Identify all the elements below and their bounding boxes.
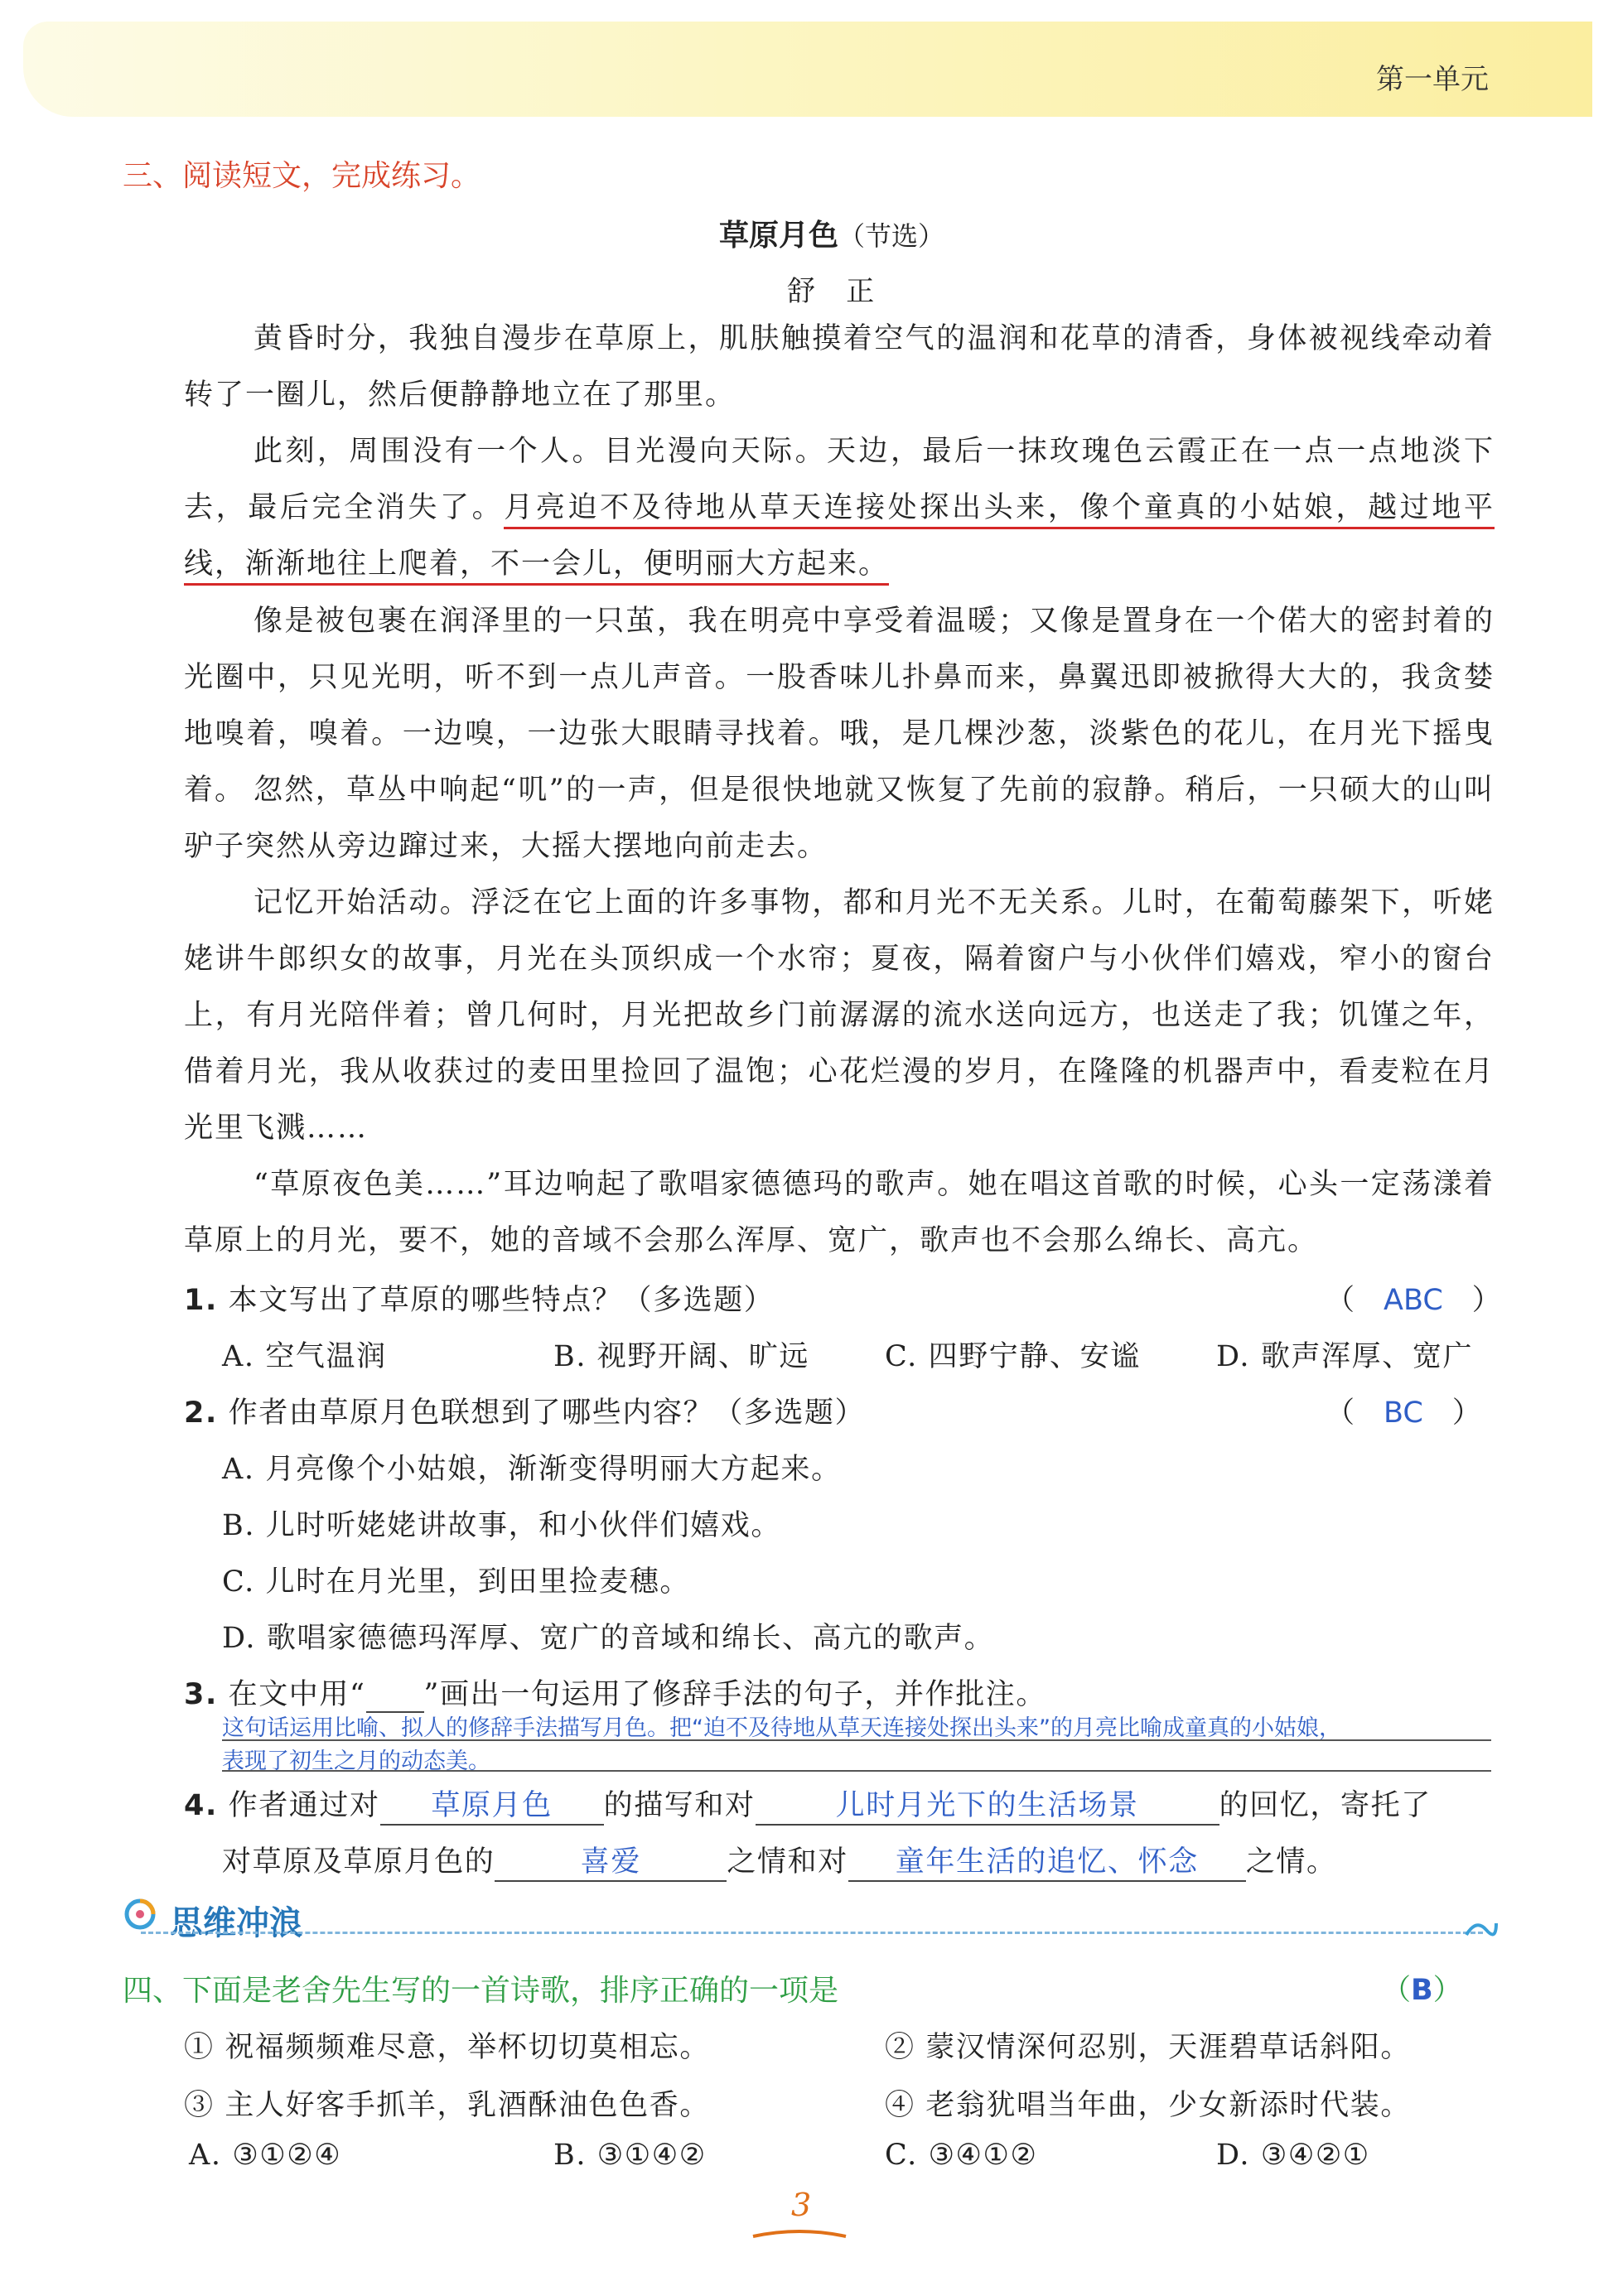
q2-text: 作者由草原月色联想到了哪些内容？（多选题） [228,1396,866,1430]
q4-text-4: 对草原及草原月色的 [222,1845,495,1879]
q2-number: 2. [184,1396,218,1430]
q3-text-b: ”画出一句运用了修辞手法的句子，并作批注。 [423,1678,1046,1711]
q2-option-d: D. 歌唱家德德玛浑厚、宽广的音域和绵长、高亢的歌声。 [222,1622,995,1655]
q1-option-d: D. 歌声浑厚、宽广 [1216,1340,1474,1373]
paragraph-3: 像是被包裹在润泽里的一只茧，我在明亮中享受着温暖；又像是置身在一个偌大的密封着的光圈中，只见光明，听不到一点儿声音。一股香味儿扑鼻而来，鼻翼迅即被掀得大大的，我贪婪地嗅着，嗅着。一边嗅，一边张大眼睛寻找着。哦，是几棵沙葱，淡紫色的花儿，在月光下摇曳着。 [184,605,1495,807]
section4-option-d: D. ③④②① [1216,2139,1370,2172]
q1-number: 1. [184,1284,218,1317]
section4-answer: B [1411,1974,1433,2007]
section4-option-a: A. ③①②④ [189,2139,342,2172]
q4-text-1: 作者通过对 [228,1789,380,1822]
q3-answer-line-2: 表现了初生之月的动态美。 [222,1749,490,1774]
q4-line-1 [184,1782,1432,1826]
q3-rule-2 [222,1770,1491,1772]
q4-blank-1: 草原月色 [380,1782,604,1826]
wave-icon [1465,1915,1498,1940]
q2-answer-box: （ BC ） [1326,1396,1481,1430]
paragraph-5: 记忆开始活动。浮泛在它上面的许多事物，都和月光不无关系。儿时，在葡萄藤架下，听姥姥讲牛郎织女的故事，月光在头顶织成一个水帘；夏夜，隔着窗户与小伙伴们嬉戏，窄小的窗台上，有月光陪伴着；曾几何时，月光把故乡门前潺潺的流水送向远方，也送走了我；饥馑之年，借着月光，我从收获过的麦田里捡回了温饱；心花烂漫的岁月，在隆隆的机器声中，看麦粒在月光里飞溅…… [184,886,1495,1145]
q3-underline-sample [366,1678,424,1713]
poem-line-4: ④ 老翁犹唱当年曲，少女新添时代装。 [885,2089,1411,2122]
q4-text-5: 之情和对 [727,1845,848,1879]
q2-option-b: B. 儿时听姥姥讲故事，和小伙伴们嬉戏。 [222,1509,781,1542]
unit-label: 第一单元 [1376,63,1489,96]
q1-answer-box: （ ABC ） [1326,1284,1501,1317]
section4-answer-box: （B） [1382,1974,1462,2007]
thinking-title: 思维冲浪 [170,1904,302,1942]
header-band [23,22,1592,117]
q2-option-a: A. 月亮像个小姑娘，渐渐变得明丽大方起来。 [222,1453,842,1486]
swirl-icon [123,1897,157,1932]
q1-option-c: C. 四野宁静、安谧 [885,1340,1141,1373]
q1-text: 本文写出了草原的哪些特点？（多选题） [228,1284,775,1317]
q1-option-b: B. 视野开阔、旷远 [553,1340,809,1373]
section4-option-c: C. ③④①② [885,2139,1038,2172]
section3-title: 三、阅读短文，完成练习。 [123,159,481,193]
q2-stem [184,1390,865,1431]
q3-answer-line-1: 这句话运用比喻、拟人的修辞手法描写月色。把“迫不及待地从草天连接处探出头来”的月亮比喻成童真的小姑娘， [222,1715,1341,1741]
paragraph-1: 黄昏时分，我独自漫步在草原上，肌肤触摸着空气的温润和花草的清香，身体被视线牵动着转了一圈儿，然后便静静地立在了那里。 [184,322,1495,412]
q4-blank-3: 喜爱 [495,1839,727,1882]
q1-answer: ABC [1384,1284,1443,1317]
q3-rule-1 [222,1739,1491,1741]
section4-option-b: B. ③①④② [553,2139,707,2172]
article-note: （节选） [838,220,945,252]
marked-sentence: 月亮迫不及待地从草天连接处探出头来，像个童真的小姑娘，越过地平线，渐渐地往上爬着，不一会儿，便明丽大方起来。 [184,491,1495,586]
q1-option-a: A. 空气温润 [222,1340,387,1373]
paragraph-2 [184,423,1495,592]
section-divider [141,1932,1483,1934]
q3-number: 3. [184,1678,218,1711]
section4-title: 四、下面是老舍先生写的一首诗歌，排序正确的一项是 [123,1974,839,2008]
q4-text-3: 的回忆，寄托了 [1219,1789,1432,1822]
q4-text-6: 之情。 [1245,1845,1337,1879]
q3-text-a: 在文中用“ [228,1678,366,1711]
q4-text-2: 的描写和对 [603,1789,756,1822]
article-title-wrap [719,212,944,254]
q2-option-c: C. 儿时在月光里，到田里捡麦穗。 [222,1565,690,1599]
q4-blank-4: 童年生活的追忆、怀念 [848,1839,1246,1882]
paragraph-2-plain: 此刻，周围没有一个人。目光漫向天际。天边，最后一抹玫瑰色云霞正在一点一点地淡下去，最后完全消失了。 [184,435,1495,524]
q3-stem [184,1671,1046,1713]
q4-line-2 [222,1839,1337,1882]
poem-line-1: ① 祝福频频难尽意，举杯切切莫相忘。 [184,2031,710,2064]
page-number: 3 [791,2187,812,2223]
article-author: 舒 正 [787,275,876,308]
q4-blank-2: 儿时月光下的生活场景 [756,1782,1219,1826]
poem-line-3: ③ 主人好客手抓羊，乳酒酥油色色香。 [184,2089,710,2122]
poem-line-2: ② 蒙汉情深何忍别，天涯碧草话斜阳。 [885,2031,1411,2064]
q2-answer: BC [1384,1396,1423,1430]
q4-number: 4. [184,1789,218,1822]
paragraph-6: “草原夜色美……”耳边响起了歌唱家德德玛的歌声。她在唱这首歌的时候，心头一定荡漾着草原上的月光，要不，她的音域不会那么浑厚、宽广，歌声也不会那么绵长、高亢。 [184,1168,1495,1257]
q1-stem [184,1277,774,1319]
page-swoosh-decoration [750,2228,849,2240]
paragraph-4: 忽然，草丛中响起“叽”的一声，但是很快地就又恢复了先前的寂静。稍后，一只硕大的山叫驴子突然从旁边蹿过来，大摇大摆地向前走去。 [184,774,1495,863]
article-title: 草原月色 [719,219,839,253]
